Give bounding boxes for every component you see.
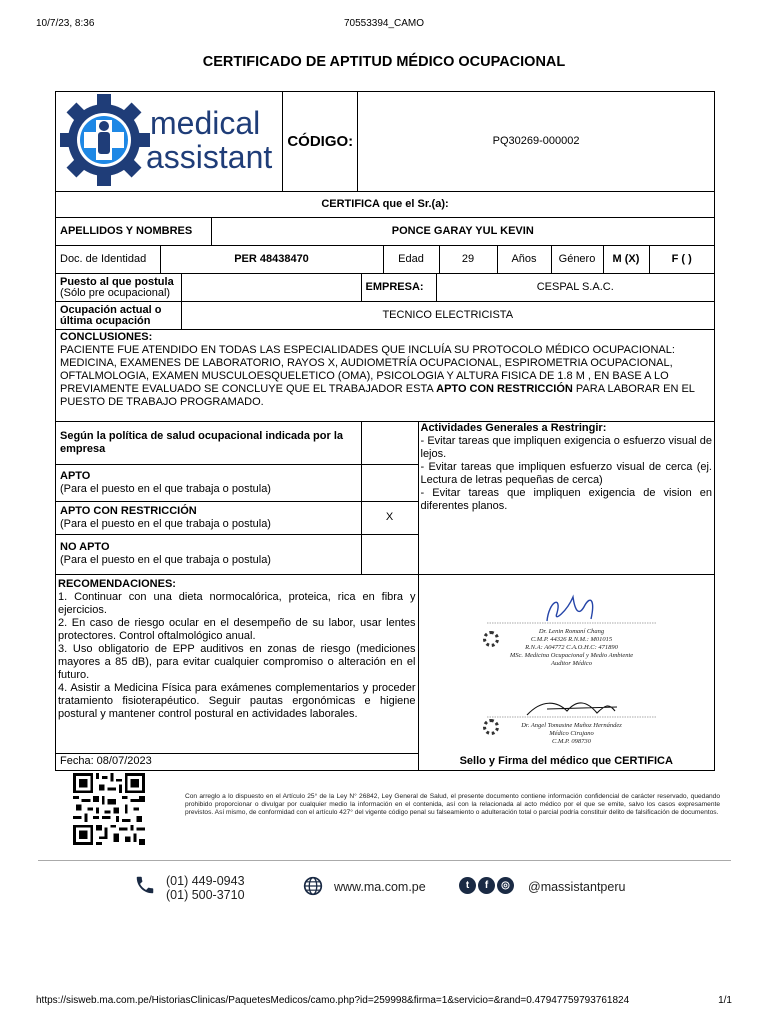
aptitud-no-apto: NO APTO (Para el puesto en el que trabaja o postula) <box>56 534 361 574</box>
aptitud-apto: APTO (Para el puesto en el que trabaja o postula) <box>56 464 361 501</box>
signature-2-icon <box>487 695 657 719</box>
actividad-item: - Evitar tareas que impliquen exigencia de vision en diferentes planos. <box>420 487 712 512</box>
phone-2: (01) 500-3710 <box>166 888 245 902</box>
gender-f: F ( ) <box>671 253 692 265</box>
phone-1: (01) 449-0943 <box>166 874 245 888</box>
actividades-title: Actividades Generales a Restringir: <box>420 422 607 434</box>
puesto-value <box>181 274 361 301</box>
print-title: 70553394_CAMO <box>343 18 425 29</box>
nombres-label: APELLIDOS Y NOMBRES <box>56 218 211 245</box>
twitter-icon: t <box>459 877 476 894</box>
facebook-icon: f <box>478 877 495 894</box>
qr-code-icon <box>73 773 145 845</box>
gender-m: M (X) <box>603 246 649 273</box>
print-datetime: 10/7/23, 8:36 <box>36 18 95 29</box>
social-icons <box>459 877 514 894</box>
anos-label: Años <box>497 246 551 273</box>
recomendacion-item: 4. Asistir a Medicina Física para exámenes complementarios y proceder tratamiento fisioterapéutico. Seguir pautas ergonómicas e higiene postural y mantener control postural en actividades laborales. <box>58 682 416 720</box>
svg-text:medical: medical <box>150 105 261 141</box>
aptitud-no-apto-mark <box>361 534 418 574</box>
nombres-value: PONCE GARAY YUL KEVIN <box>391 225 534 237</box>
aptitud-apto-restriccion: APTO CON RESTRICCIÓN (Para el puesto en el que trabaja o postula) <box>56 501 361 534</box>
recomendacion-item: 3. Uso obligatorio de EPP auditivos en zonas de riesgo (mediciones mayores a 85 dB), para evitar cualquier compromiso o alteración en el futuro. <box>58 643 416 681</box>
conclusiones-title: CONCLUSIONES: <box>60 331 153 343</box>
empresa-value: CESPAL S.A.C. <box>536 281 614 293</box>
conclusiones-text: PACIENTE FUE ATENDIDO EN TODAS LAS ESPECIALIDADES QUE INCLUÍA SU PROTOCOLO MÉDICO OCUPACIONAL: MEDICINA, EXAMENES DE LABORATORIO, RAYOS X, AUDIOMETRÍA OCUPACIONAL, ESPIROMETRIA OCUPACIONAL, OFTALMOLOGIA, EXAMEN MUSCULOESQUELETICO (OMA), PSICOLOGIA Y ALTURA FISICA DE 1.8 M , EN BASE A LO PREVIAMENTE EVALUADO SE CONCLUYE QUE EL TRABAJADOR ESTA APTO CON RESTRICCIÓN PARA LABORAR EN EL PUESTO DE TRABAJO PROGRAMADO. <box>60 344 695 408</box>
globe-icon <box>303 876 323 896</box>
print-header <box>36 18 732 32</box>
logo-cell <box>56 92 283 192</box>
ocupacion-label: Ocupación actual o última ocupación <box>56 302 181 329</box>
recomendacion-item: 2. En caso de riesgo ocular en el desempeño de su labor, usar lentes protectores. Control oftalmológico anual. <box>58 617 416 642</box>
puesto-label: Puesto al que postula (Sólo pre ocupacional) <box>56 274 181 301</box>
actividades-section <box>418 422 714 574</box>
social-handle: @massistantperu <box>528 880 626 894</box>
conclusiones-section <box>56 330 715 422</box>
seal-icon <box>483 631 499 647</box>
recomendaciones-section <box>56 575 418 753</box>
print-footer <box>36 995 732 1006</box>
page-number: 1/1 <box>718 995 732 1006</box>
aptitud-apto-mark <box>361 464 418 501</box>
divider <box>38 860 731 861</box>
certifica-text: CERTIFICA que el Sr.(a): <box>56 192 715 218</box>
certificate-table <box>55 91 715 771</box>
doc-value: PER 48438470 <box>160 246 383 273</box>
logo-gear-icon <box>60 94 300 186</box>
recomendacion-item: 1. Continuar con una dieta normocalórica, proteica, rica en fibra y ejercicios. <box>58 591 416 616</box>
phone-icon <box>134 874 156 896</box>
phone-numbers <box>166 874 245 902</box>
recomendaciones-title: RECOMENDACIONES: <box>58 578 176 590</box>
empresa-label: EMPRESA: <box>361 274 436 301</box>
svg-text:assistant: assistant <box>146 139 273 175</box>
firma-section <box>418 575 714 770</box>
firma-angel: Dr. Angel Tomasine Muñoz Hernández Médico Cirujano C.M.P. 098730 <box>487 695 657 746</box>
doc-label: Doc. de Identidad <box>56 246 160 273</box>
legal-notice: Con arreglo a lo dispuesto en el Artículo 25° de la Ley N° 26842, Ley General de Salud, el presente documento contiene información confidencial de carácter reservado, quedando prohibido proporcionar o divulgar por cualquier medio la información en el contenida, así con la relacionada al acto médico por el que se emite, salvo los casos expresamente previstos. Así mismo, de conformidad con el artículo 427° del vigente código penal su falseamiento o adulteración total o parcial podría constituir delito de falsificación de documentos. <box>185 793 720 816</box>
seal-icon <box>483 719 499 735</box>
genero-label: Género <box>551 246 603 273</box>
actividad-item: - Evitar tareas que impliquen esfuerzo visual de cerca (ej. Lectura de letras pequeñas de cerca) <box>420 461 712 486</box>
edad-label: Edad <box>383 246 439 273</box>
codigo-value: PQ30269-000002 <box>358 92 714 191</box>
print-url: https://sisweb.ma.com.pe/HistoriasClinicas/PaquetesMedicos/camo.php?id=259998&firma=1&servicio=&rand=0.47947759793761824 <box>36 995 630 1006</box>
aptitud-apto-restriccion-mark: X <box>361 501 418 534</box>
instagram-icon: ◎ <box>497 877 514 894</box>
website: www.ma.com.pe <box>334 880 426 894</box>
signature-1-icon <box>487 591 657 625</box>
fecha: Fecha: 08/07/2023 <box>56 753 418 770</box>
codigo-label: CÓDIGO: <box>283 92 358 191</box>
edad-value: 29 <box>439 246 497 273</box>
firma-lenin: Dr. Lenin Romaní Chang C.M.P. 44326 R.N.M.: M01015 R.N.A: A04772 C.A.O.H.C: 471890 MSc. Medicina Ocupacional y Medio Ambiente Auditor Médico <box>487 591 657 668</box>
document-title: CERTIFICADO DE APTITUD MÉDICO OCUPACIONAL <box>202 54 566 70</box>
ocupacion-value: TECNICO ELECTRICISTA <box>382 309 514 321</box>
medical-assistant-logo <box>60 94 300 186</box>
actividad-item: - Evitar tareas que impliquen exigencia o esfuerzo visual de lejos. <box>420 435 712 460</box>
sello-label: Sello y Firma del médico que CERTIFICA <box>459 755 673 767</box>
politica-text: Según la política de salud ocupacional indicada por la empresa <box>56 422 361 464</box>
